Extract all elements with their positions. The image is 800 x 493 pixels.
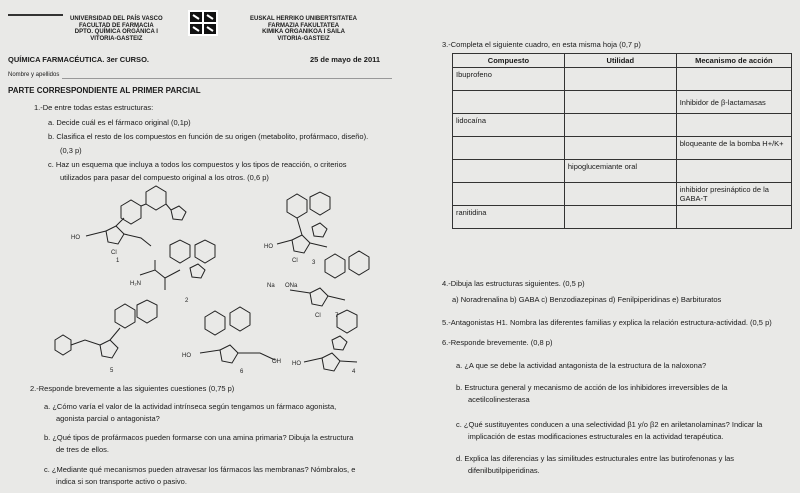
q1-b-points: (0,3 p) [60,146,82,155]
table-row [453,91,792,114]
mol-label: 7 [335,313,339,319]
q4-items: a) Noradrenalina b) GABA c) Benzodiazepinas d) Fenilpiperidinas e) Barbituratos [452,295,722,304]
mol-label: 1 [116,258,120,264]
table-cell[interactable]: bloqueante de la bomba H+/K+ [676,137,791,160]
q2-a: a. ¿Cómo varía el valor de la actividad intrínseca según tengamos un fármaco agonista, [44,402,337,411]
q3-table [452,53,792,229]
right-page [400,0,800,493]
table-cell[interactable] [453,137,565,160]
q2-b: b. ¿Qué tipos de profármacos pueden formarse con una amina primaria? Dibuja la estructura [44,433,354,442]
table-row [453,160,792,183]
table-cell[interactable] [564,114,676,137]
q4-title: 4.-Dibuja las estructuras siguientes. (0,5 p) [442,279,585,288]
section-title: PARTE CORRESPONDIENTE AL PRIMER PARCIAL [8,86,201,95]
table-cell[interactable]: inhibidor presináptico de la GABA-T [676,183,791,206]
mol-label: 6 [240,369,244,375]
svg-text:HO: HO [292,361,301,367]
structure-5 [55,300,165,380]
col-header: Compuesto [453,54,565,68]
svg-text:Na: Na [267,283,275,289]
svg-text:Cl: Cl [111,250,117,256]
q6-d-cont: difenilbutilpiperidinas. [468,466,540,475]
name-label: Nombre y apellidos [8,72,60,78]
svg-text:Cl: Cl [292,258,298,264]
header-univ-es [70,16,163,42]
table-cell[interactable]: hipoglucemiante oral [564,160,676,183]
q1-c: c. Haz un esquema que incluya a todos los compuestos y los tipos de reacción, o criterios [48,160,347,169]
q6-b-cont: acetilcolinesterasa [468,395,530,404]
col-header: Utilidad [564,54,676,68]
q6-c: c. ¿Qué sustituyentes conducen a una selectividad β1 y/o β2 en ariletanolaminas? Indicar la [456,420,763,429]
svg-text:Cl: Cl [315,313,321,319]
table-cell[interactable]: Ibuprofeno [453,68,565,91]
university-logo [188,10,218,41]
table-cell[interactable] [453,91,565,114]
course-title: QUÍMICA FARMACÉUTICA. 3er CURSO. [8,55,149,64]
header-line: EUSKAL HERRIKO UNIBERTSITATEA [250,16,358,22]
svg-text:HO: HO [182,353,191,359]
table-row [453,137,792,160]
header-line: VITORIA-GASTEIZ [277,35,330,42]
q1-b: b. Clasifica el resto de los compuestos en función de su origen (metabolito, profármaco, diseño). [48,132,369,141]
structure-4 [292,310,382,380]
header-line: DPTO. QUÍMICA ORGÁNICA I [74,29,158,35]
q3-title: 3.-Completa el siguiente cuadro, en esta misma hoja (0,7 p) [442,40,641,49]
q6-c-cont: implicación de estas modificaciones estructurales en la actividad terapéutica. [468,432,724,441]
q2-a-cont: agonista parcial o antagonista? [56,414,160,423]
top-rule [8,14,63,16]
header-line: FARMAZIA FAKULTATEA [267,22,340,29]
table-cell[interactable] [676,160,791,183]
mol-label: 5 [110,368,114,374]
q2-title: 2.-Responde brevemente a las siguientes cuestiones (0,75 p) [30,384,235,393]
q2-b-cont: de tres de ellos. [56,445,109,454]
table-header-row [453,54,792,68]
table-row [453,114,792,137]
table-cell[interactable] [564,183,676,206]
q6-b: b. Estructura general y mecanismo de acción de los inhibidores irreversibles de la [456,383,728,392]
header-line: VITORIA-GASTEIZ [90,35,143,42]
header-univ-eu [250,16,357,42]
table-row [453,183,792,206]
table-cell[interactable]: ranitidina [453,206,565,229]
structure-6 [180,305,290,380]
q6-title: 6.-Responde brevemente. (0,8 p) [442,338,553,347]
q2-c-cont: indica si son transporte activo o pasivo. [56,477,187,486]
svg-text:HO: HO [71,235,80,241]
q6-d: d. Explica las diferencias y las similitudes estructurales entre las butirofenonas y las [456,454,735,463]
q5-title: 5.-Antagonistas H1. Nombra las diferentes familias y explica la relación estructura-actividad. (0,5 p) [442,318,772,327]
header-line: KIMIKA ORGANIKOA I SAILA [262,29,345,35]
q6-a: a. ¿A que se debe la actividad antagonista de la estructura de la naloxona? [456,361,707,370]
exam-date: 25 de mayo de 2011 [310,55,381,64]
table-row [453,206,792,229]
table-cell[interactable] [676,206,791,229]
table-cell[interactable] [676,68,791,91]
name-line [62,78,392,79]
table-cell[interactable] [676,114,791,137]
svg-text:H₂N: H₂N [130,281,141,287]
col-header: Mecanismo de acción [676,54,791,68]
table-cell[interactable] [564,91,676,114]
svg-text:OH: OH [272,359,281,365]
mol-label: 4 [352,369,356,375]
svg-text:ONa: ONa [285,283,298,289]
q1-a: a. Decide cuál es el fármaco original (0,1p) [48,118,191,127]
mol-label: 2 [185,298,189,304]
q2-c: c. ¿Mediante qué mecanismos pueden atravesar los fármacos las membranas? Nómbralos, e [44,465,356,474]
table-cell[interactable] [453,183,565,206]
table-cell[interactable]: lidocaína [453,114,565,137]
table-cell[interactable] [564,206,676,229]
header-line: UNIVERSIDAD DEL PAÍS VASCO [70,16,163,22]
table-cell[interactable] [564,68,676,91]
svg-text:HO: HO [264,244,273,250]
q1-title: 1.-De entre todas estas estructuras: [34,103,154,112]
table-row [453,68,792,91]
header-line: FACULTAD DE FARMACIA [78,22,154,29]
mol-label: 3 [312,260,316,266]
table-cell[interactable]: Inhibidor de β-lactamasas [676,91,791,114]
q1-c-cont: utilizados para pasar del compuesto original a los otros. (0,6 p) [60,173,269,182]
table-cell[interactable] [453,160,565,183]
table-cell[interactable] [564,137,676,160]
